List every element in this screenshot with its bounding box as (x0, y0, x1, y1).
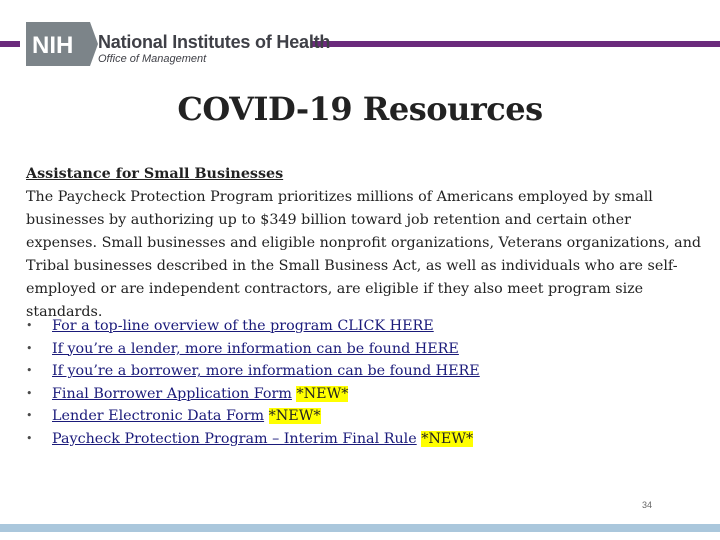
new-badge: *NEW* (296, 385, 349, 402)
list-item (26, 428, 702, 451)
bullet-icon: • (26, 409, 33, 423)
list-item (26, 315, 702, 338)
header-accent-line-left (0, 41, 20, 47)
page-number: 34 (642, 500, 653, 510)
list-item (26, 338, 702, 361)
borrower-info-link[interactable]: If you’re a borrower, more information can be found HERE (52, 363, 480, 380)
borrower-application-link[interactable]: Final Borrower Application Form (52, 385, 292, 402)
resource-link-list (26, 315, 702, 451)
page-title: COVID-19 Resources (177, 90, 543, 128)
office-name: Office of Management (98, 53, 207, 65)
lender-data-form-link[interactable]: Lender Electronic Data Form (52, 408, 265, 425)
header-accent-line-right (312, 41, 720, 47)
nih-logo-text: NIH (32, 32, 74, 59)
overview-link[interactable]: For a top-line overview of the program CLICK HERE (52, 318, 434, 334)
bullet-icon: • (26, 319, 33, 332)
list-item (26, 360, 702, 383)
new-badge: *NEW* (268, 408, 321, 425)
lender-info-link[interactable]: If you’re a lender, more information can be found HERE (52, 340, 459, 357)
section-body: The Paycheck Protection Program prioritizes millions of Americans employed by small businesses by authorizing up to $349 billion toward job retention and certain other expenses. Small businesses and eligible nonprofit organizations, Veterans organizations, and Tribal businesses described in the Small Business Act, as well as individuals who are self-employed or are independent contractors, are eligible if they also meet program size standards. (26, 189, 702, 320)
list-item (26, 405, 702, 428)
new-badge: *NEW* (421, 430, 474, 447)
nih-logo-mark (26, 22, 98, 66)
org-name: National Institutes of Health (98, 32, 331, 52)
interim-final-rule-link[interactable]: Paycheck Protection Program – Interim Final Rule (52, 430, 417, 447)
section-heading: Assistance for Small Businesses (26, 166, 284, 182)
list-item (26, 383, 702, 406)
footer-bar (0, 524, 720, 532)
bullet-icon: • (26, 364, 33, 378)
bullet-icon: • (26, 341, 33, 355)
bullet-icon: • (26, 386, 33, 400)
bullet-icon: • (26, 431, 33, 445)
section-text (26, 163, 702, 324)
nih-logo (26, 22, 98, 66)
